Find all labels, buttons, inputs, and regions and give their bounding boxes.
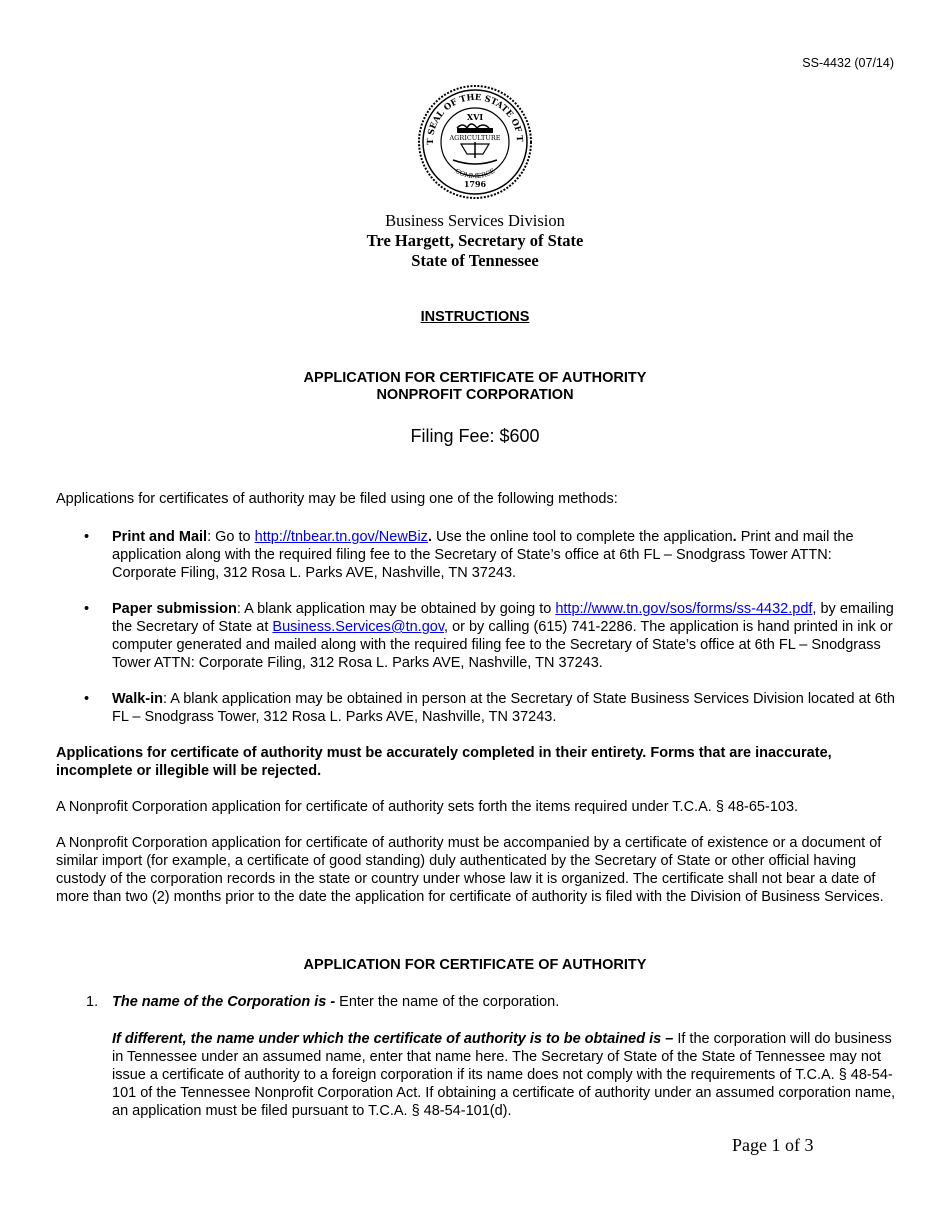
method-label: Paper submission	[112, 601, 237, 617]
page-number: Page 1 of 3	[732, 1135, 814, 1155]
secretary-name: Tre Hargett, Secretary of State	[366, 231, 584, 250]
instructions-heading: INSTRUCTIONS	[420, 309, 530, 325]
method-paper-submission: Paper submission: A blank application may be obtained by going to http://www.tn.gov/sos/forms/ss-4432.pdf, by emailing the Secretary of State at Business.Services@tn.gov, or by calling (615) 741-2286. The application is hand printed in ink or computer generated and mailed along with the required filing fee to the Secretary of State’s office at 6th FL – Snodgrass Tower ATTN: Corporate Filing, 312 Rosa L. Parks AVE, Nashville, TN 37243.	[112, 601, 894, 671]
item-label: The name of the Corporation is -	[112, 994, 336, 1010]
item-label: If different, the name under which the certificate of authority is to be obtained is –	[112, 1031, 674, 1047]
seal-agriculture: AGRICULTURE	[449, 134, 501, 142]
seal-numeral: XVI	[466, 112, 484, 122]
seal-year: 1796	[463, 179, 487, 189]
email-link[interactable]: Business.Services@tn.gov	[272, 619, 445, 635]
state-name: State of Tennessee	[411, 251, 539, 270]
certificate-requirement-paragraph: A Nonprofit Corporation application for certificate of authority must be accompanied by a certificate of existence or a document of similar import (for example, a certificate of good standing) duly authenticated by the Secretary of State or other official having custody of the corporation records in the state or country under whose law it is organized. The certificate shall not bear a date of more than two (2) months prior to the date the application for certificate of authority is filed with the Division of Business Services.	[56, 835, 884, 905]
accuracy-warning: Applications for certificate of authority must be accurately completed in their entirety. Forms that are inaccurate, incomplete or illegible will be rejected.	[56, 745, 832, 779]
item-1-assumed-name: If different, the name under which the certificate of authority is to be obtained is – If the corporation will do business in Tennessee under an assumed name, enter that name here. The Secretary of State of the State of Tennessee may not issue a certificate of authority to a foreign corporation if its name does not comply with the requirements of T.C.A. § 48-54-101 of the Tennessee Nonprofit Corporation Act. If obtaining a certificate of authority under an assumed corporation name, an application must be filed pursuant to T.C.A. § 48-54-101(d).	[112, 1031, 896, 1119]
form-pdf-link[interactable]: http://www.tn.gov/sos/forms/ss-4432.pdf	[555, 601, 813, 617]
section-heading: APPLICATION FOR CERTIFICATE OF AUTHORITY	[303, 957, 647, 973]
method-label: Walk-in	[112, 691, 164, 707]
newbiz-link[interactable]: http://tnbear.tn.gov/NewBiz	[254, 529, 428, 545]
title-line-2: NONPROFIT CORPORATION	[376, 387, 574, 403]
seal-commerce: COMMERCE	[453, 166, 497, 181]
form-number: SS-4432 (07/14)	[802, 56, 894, 70]
title-line-1: APPLICATION FOR CERTIFICATE OF AUTHORITY	[303, 370, 647, 386]
division-name: Business Services Division	[385, 211, 565, 230]
method-label: Print and Mail	[112, 529, 208, 545]
application-title	[0, 370, 950, 404]
method-walk-in: Walk-in: A blank application may be obtained in person at the Secretary of State Business Services Division located at 6th FL – Snodgrass Tower, 312 Rosa L. Parks AVE, Nashville, TN 37243.	[112, 691, 895, 725]
method-print-mail: Print and Mail: Go to http://tnbear.tn.gov/NewBiz. Use the online tool to complete the application. Print and mail the application along with the required filing fee to the Secretary of State’s office at 6th FL – Snodgrass Tower ATTN: Corporate Filing, 312 Rosa L. Parks AVE, Nashville, TN 37243.	[112, 529, 854, 581]
statute-paragraph: A Nonprofit Corporation application for certificate of authority sets forth the items required under T.C.A. § 48-65-103.	[56, 799, 799, 815]
item-number: 1.	[86, 994, 99, 1010]
bullet-icon: •	[84, 691, 90, 707]
bullet-icon: •	[84, 529, 90, 545]
state-seal-icon	[417, 84, 533, 200]
seal-top-text: T SEAL OF THE STATE OF T	[425, 92, 525, 145]
intro-text: Applications for certificates of authority may be filed using one of the following methods:	[56, 491, 618, 507]
filing-fee: Filing Fee: $600	[410, 426, 540, 446]
item-1-name: The name of the Corporation is - Enter the name of the corporation.	[112, 994, 560, 1010]
bullet-icon: •	[84, 601, 90, 617]
